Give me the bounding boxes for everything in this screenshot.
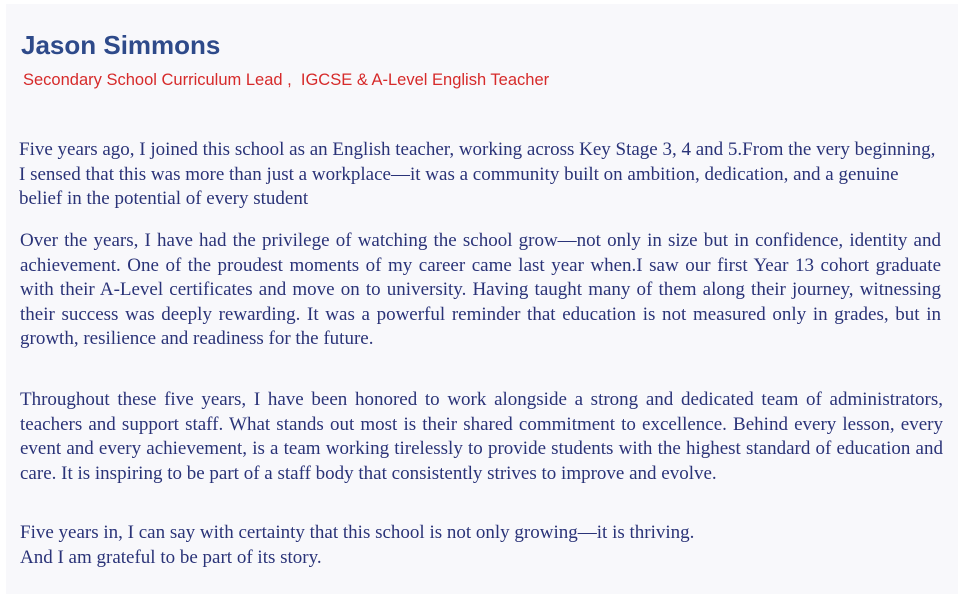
author-name: Jason Simmons bbox=[21, 30, 221, 60]
testimonial-card bbox=[6, 4, 958, 594]
paragraph-team: Throughout these five years, I have been honored to work alongside a strong and dedicated team of administrators, teachers and support staff. What stands out most is their shared commitment to excellence. Behind every lesson, every event and every achievement, is a team working tirelessly to provide students with the highest standard of education and care. It is inspiring to be part of a staff body that consistently strives to improve and evolve. bbox=[20, 389, 943, 484]
paragraph-growth: Over the years, I have had the privilege of watching the school grow—not only in size but in confidence, identity and achievement. One of the proudest moments of my career came last year when.I saw our first Year 13 cohort graduate with their A-Level certificates and move on to university. Having taught many of them along their journey, witnessing their success was deeply rewarding. It was a powerful reminder that education is not measured only in grades, but in growth, resilience and readiness for the future. bbox=[20, 230, 941, 350]
paragraph-closing bbox=[20, 521, 942, 570]
paragraph-intro: Five years ago, I joined this school as an English teacher, working across Key Stage 3, 4 and 5.From the very beginning, I sensed that this was more than just a workplace—it was a community built on ambition, dedication, and a genuine belief in the potential of every student bbox=[19, 139, 936, 210]
author-role: Secondary School Curriculum Lead , IGCSE & A-Level English Teacher bbox=[23, 71, 550, 89]
closing-line-1: Five years in, I can say with certainty that this school is not only growing—it is thriving. bbox=[20, 522, 695, 543]
closing-line-2: And I am grateful to be part of its story. bbox=[20, 546, 322, 568]
